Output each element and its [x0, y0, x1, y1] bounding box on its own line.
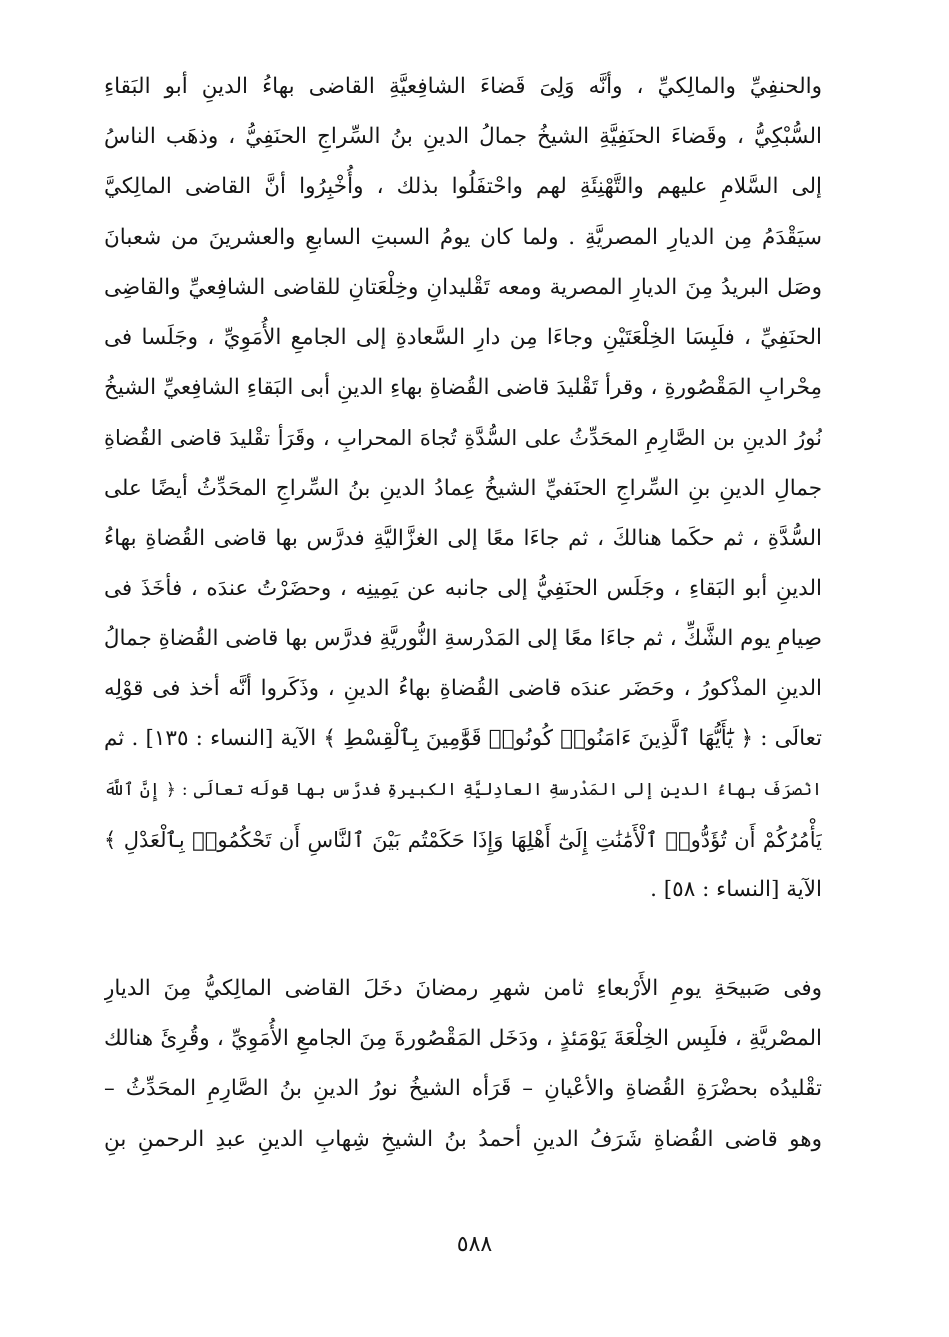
text-line: الدينِ أبو البَقاءِ ، وجَلَس الحنَفِيُّ إلى جانبه عن يَمِينِه ، وحضَرْتُ عندَه ، فأخَذَ فى	[104, 575, 822, 601]
text-line: والحنفِيِّ والمالِكيِّ ، وأنَّه وَلِىَ قَضاءَ الشافِعيَّةِ القاضى بهاءُ الدينِ أبو البَقاءِ	[104, 74, 822, 99]
text-line: يَأْمُرُكُمْ أَن تُؤَدُّوا۟ ٱلْأَمَٰنَٰتِ إِلَىٰٓ أَهْلِهَا وَإِذَا حَكَمْتُم بَيْنَ ٱلنَّاسِ أَن تَحْكُمُوا۟ بِٱلْعَدْلِ ﴾	[104, 827, 822, 852]
text-line: صِيامِ يوم الشَّكِّ ، ثم جاءَا معًا إلى المَدْرسةِ النُّوريَّةِ فدرَّس بها قاضى القُضاةِ جمالُ	[104, 626, 822, 652]
text-line: وصَل البريدُ مِنَ الديارِ المصرية ومعه تَقْليدانِ وخِلْعَتانِ للقاضى الشافِعيِّ والقاضِى	[104, 274, 822, 300]
text-line: السُّدَّةِ ، ثم حكَما هنالكَ ، ثم جاءَا معًا إلى الغزَّاليَّةِ فدرَّس بها قاضى القُضاةِ بهاءُ	[104, 525, 822, 551]
text-line: مِحْرابِ المَقْصُورةِ ، وقرأ تَقْليدَ قاضى القُضاةِ بهاءِ الدينِ أبى البَقاءِ الشافِعيِّ الشيخُ	[104, 375, 822, 401]
paragraph-1	[104, 62, 822, 915]
text-line: الدينِ المذْكورُ ، وحَضَر عندَه قاضى القُضاةِ بهاءُ الدينِ ، وذَكَروا أنَّه أخذ فى قوْلِه	[104, 676, 822, 702]
text-line: الحنَفِيِّ ، فلَبِسَا الخِلْعَتَيْنِ وجاءَا مِن دارِ السَّعادةِ إلى الجامعِ الأُمَوِيِّ ، وجَلَسا فى	[104, 324, 822, 350]
text-line: تقْليدُه بحضْرَةِ القُضاةِ والأعْيانِ – قَرَأه الشيخُ نورُ الدينِ بنُ الصَّارِمِ المحَدِّثُ –	[104, 1076, 822, 1102]
text-line: نُورُ الدينِ بن الصَّارِمِ المحَدِّثُ على السُّدَّةِ تُجاهَ المحرابِ ، وقَرَأ تقْليدَ قاضى القُضاةِ	[104, 426, 822, 451]
paragraph-2	[104, 964, 822, 1165]
text-line: جمالِ الدينِ بنِ السِّراجِ الحنَفيِّ الشيخُ عِمادُ الدينِ بنُ السِّراجِ المحَدِّثُ أيضًا على	[104, 475, 822, 501]
text-line: وفى صَبيحَةِ يومِ الأَرْبعاءِ ثامن شهرِ رمضانَ دخَلَ القاضى المالِكيُّ مِنَ الديارِ	[104, 976, 822, 1001]
text-line: إلى السَّلامِ عليهم والتَّهْنِئَةِ لهم واحْتفَلُوا بذلك ، وأُخْبِرُوا أنَّ القاضى المالِكيَّ	[104, 174, 822, 200]
text-line: تعالَى : ﴿ يَٰٓأَيُّهَا ٱلَّذِينَ ءَامَنُوا۟ كُونُوا۟ قَوَّٰمِينَ بِٱلْقِسْطِ ﴾ الآية [النساء : ١٣٥] . ثم	[104, 726, 822, 752]
text-line: الآية [النساء : ٥٨] .	[650, 877, 822, 902]
text-line: سيَقْدَمُ مِن الديارِ المصريَّةِ . ولما كان يومُ السبتِ السابعِ والعشرينَ من شعبانَ	[104, 224, 822, 250]
page-number: ٥٨٨	[456, 1232, 493, 1257]
text-line: وهو قاضى القُضاةِ شَرَفُ الدينِ أحمدُ بنُ الشيخِ شِهابِ الدينِ عبدِ الرحمنِ بنِ	[104, 1126, 822, 1152]
text-line: المصْريَّةِ ، فلَبِس الخِلْعَةَ يَوْمَئذٍ ، ودَخَل المَقْصُورةَ مِنَ الجامعِ الأُمَوِيِّ ، وقُرِئَ هنالك	[104, 1026, 822, 1052]
text-line: السُّبْكِيُّ ، وقَضاءَ الحنَفِيَّةِ الشيخُ جمالُ الدينِ بنُ السِّراجِ الحنَفِيُّ ، وذهَب الناسُ	[104, 124, 822, 150]
text-line: انْصرَفَ بهاءُ الدينِ إلى المَدْرسةِ العادِليَّةِ الكبيرةِ فدرَّس بها قولَه تعالَى : ﴿ إِنَّ ٱللَّهَ	[104, 779, 822, 800]
